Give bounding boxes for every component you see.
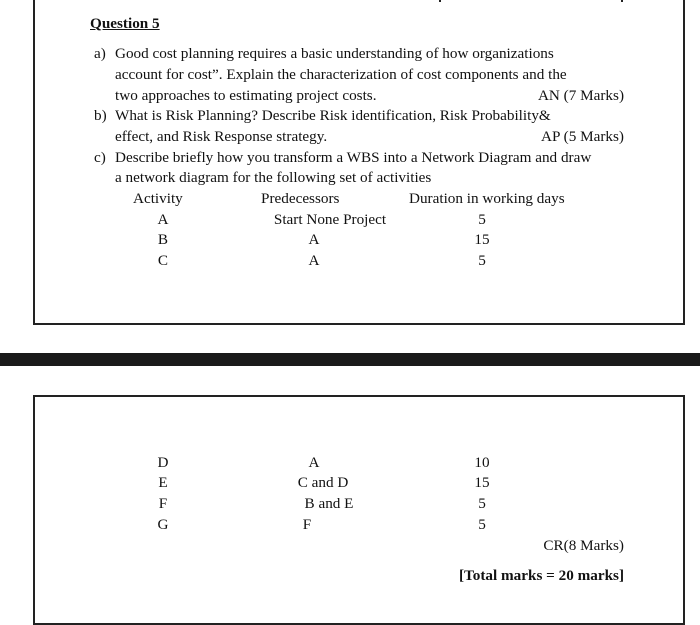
table-cell-duration: 5 <box>478 211 486 228</box>
top-tick-mark <box>439 0 441 2</box>
part-c-marker: c) <box>94 149 106 166</box>
table-cell-duration: 10 <box>474 454 490 471</box>
part-a-line-1: Good cost planning requires a basic understanding of how organizations <box>115 45 554 62</box>
table-cell-predecessors: Start None Project <box>273 211 387 228</box>
table-header-predecessors: Predecessors <box>261 190 340 207</box>
question-title: Question 5 <box>90 15 160 32</box>
table-cell-activity: G <box>157 516 169 533</box>
part-c-line-1: Describe briefly how you transform a WBS into a Network Diagram and draw <box>115 149 592 166</box>
table-cell-predecessors: B and E <box>304 495 354 512</box>
part-a-line-2: account for cost”. Explain the characterization of cost components and the <box>115 66 567 83</box>
part-b-line-1: What is Risk Planning? Describe Risk identification, Risk Probability& <box>115 107 551 124</box>
part-b-marks: AP (5 Marks) <box>541 128 624 145</box>
table-cell-activity: E <box>158 474 168 491</box>
part-c-line-2: a network diagram for the following set of activities <box>115 169 432 186</box>
table-header-duration: Duration in working days <box>409 190 565 207</box>
table-cell-duration: 5 <box>478 252 486 269</box>
part-a-marker: a) <box>94 45 106 62</box>
total-marks: [Total marks = 20 marks] <box>458 567 624 584</box>
top-tick-mark <box>621 0 623 2</box>
table-cell-predecessors: C and D <box>297 474 349 491</box>
part-b-line-2: effect, and Risk Response strategy. <box>115 128 328 145</box>
table-cell-predecessors: F <box>302 516 312 533</box>
table-cell-activity: A <box>157 211 169 228</box>
table-cell-predecessors: A <box>308 454 320 471</box>
table-cell-duration: 15 <box>474 474 490 491</box>
table-header-activity: Activity <box>133 190 183 207</box>
table-cell-activity: B <box>157 231 169 248</box>
part-b-marker: b) <box>94 107 107 124</box>
part-a-line-3: two approaches to estimating project costs. <box>115 87 377 104</box>
table-cell-predecessors: A <box>308 231 320 248</box>
table-cell-duration: 5 <box>478 495 486 512</box>
part-a-marks: AN (7 Marks) <box>537 87 624 104</box>
table-cell-activity: C <box>157 252 169 269</box>
table-cell-duration: 5 <box>478 516 486 533</box>
part-c-marks: CR(8 Marks) <box>543 537 624 554</box>
page-separator <box>0 353 700 366</box>
table-cell-activity: F <box>158 495 168 512</box>
table-cell-activity: D <box>157 454 169 471</box>
table-cell-duration: 15 <box>474 231 490 248</box>
table-cell-predecessors: A <box>308 252 320 269</box>
